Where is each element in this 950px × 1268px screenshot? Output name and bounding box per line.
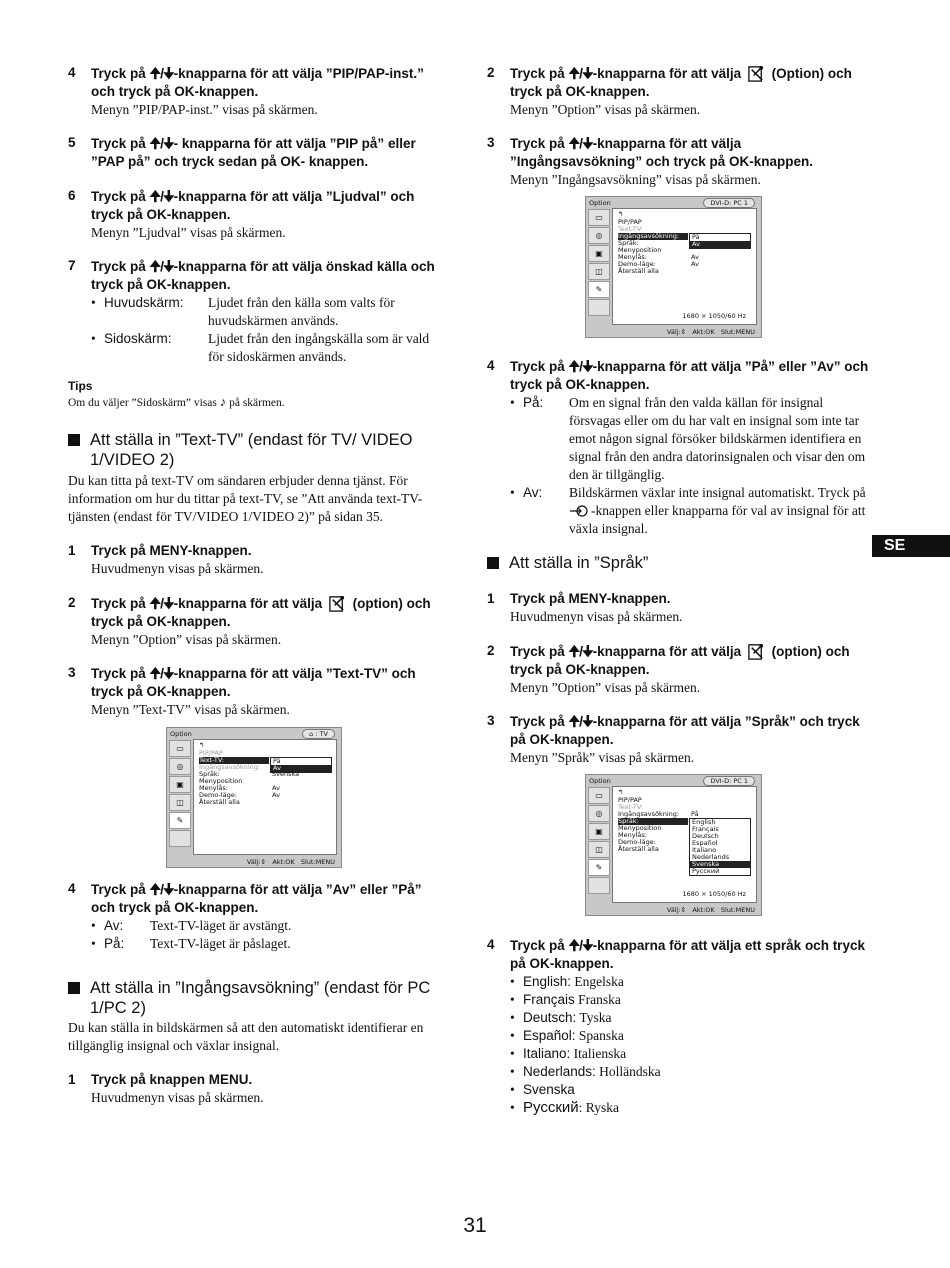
step-7-source: [68, 257, 448, 366]
language-item: • Français Franska: [510, 992, 621, 1007]
menu-item: Menyposition: [199, 777, 243, 785]
ingang-step-2: [487, 64, 872, 119]
option-tools-icon: ✎: [588, 859, 610, 876]
arrow-up-down-icon: 🠉/🠋: [149, 65, 174, 81]
menu-item: Demo-läge:: [618, 838, 656, 846]
language-item: • Deutsch: Tyska: [510, 1010, 612, 1025]
arrow-up-down-icon: 🠉/🠋: [568, 65, 593, 81]
step-result: Menyn ”Ingångsavsökning” visas på skärmen.: [510, 172, 761, 187]
menu-source: DVI-D: PC 1: [703, 776, 755, 786]
texttv-step-3: [68, 664, 448, 719]
language-tab-se: SE: [872, 535, 950, 557]
section-heading-sprak: Att ställa in ”Språk”: [487, 553, 872, 573]
tips-heading: Tips: [68, 379, 93, 393]
menu-item: Menyposition: [618, 824, 662, 832]
music-note-icon: ♪: [219, 394, 227, 409]
texttv-step-4: [68, 880, 448, 953]
tips-text: Om du väljer ”Sidoskärm” visas ♪ på skärmen.: [68, 394, 285, 409]
input-arrow-icon: [569, 505, 591, 517]
menu-source: DVI-D: PC 1: [703, 198, 755, 208]
menu-screenshot-sprak: [585, 774, 762, 916]
section-heading-ingang: Att ställa in ”Ingångsavsökning” (endast för PC 1/PC 2): [68, 978, 448, 1018]
menu-resolution: 1680 × 1050/60 Hz: [682, 890, 746, 898]
bullet-item: • På: Text-TV-läget är påslaget.: [91, 936, 291, 951]
option-tools-icon: [747, 64, 766, 83]
bullet-item: • På: Om en signal från den valda källan för insignal försvagas eller om du har valt en insignal som inte tar emot någon signal försöker bildskärmen identifiera en signal från den andra datorinsignalen och visar den om den är tillgänglig.: [510, 395, 866, 482]
menu-panel: [612, 208, 757, 325]
step-result: Huvudmenyn visas på skärmen.: [91, 561, 264, 576]
step-5-pip: [68, 134, 448, 171]
menu-resolution: 1680 × 1050/60 Hz: [682, 312, 746, 320]
step-number: 2: [487, 65, 495, 80]
menu-item: Menylås:: [618, 253, 647, 261]
step-number: 3: [487, 713, 495, 728]
language-item: • Nederlands: Holländska: [510, 1064, 661, 1079]
step-number: 1: [68, 1072, 76, 1087]
section-intro: Du kan titta på text-TV om sändaren erbjuder denna tjänst. För information om hur du tittar på text-TV, se ”Att använda text-TV-tjänsten (endast för TV/VIDEO 1/VIDEO 2)” på sidan 35.: [68, 473, 423, 524]
step-result: Menyn ”Språk” visas på skärmen.: [510, 750, 695, 765]
menu-value: Svenska: [272, 770, 300, 778]
back-icon: ↰: [618, 210, 624, 218]
menu-popup: English Français Deutsch Español Italiano Nederlands Svenska Русский: [689, 818, 751, 876]
step-number: 4: [487, 937, 495, 952]
language-item: • Español: Spanska: [510, 1028, 624, 1043]
sprak-step-4: [487, 936, 872, 1117]
section-square-icon: [68, 982, 80, 994]
texttv-step-2: [68, 594, 448, 649]
language-item: • English: Engelska: [510, 974, 624, 989]
ingang-step-3: [487, 134, 872, 189]
menu-item: Språk:: [618, 818, 688, 825]
step-number: 7: [68, 258, 76, 273]
blank-icon: [588, 877, 610, 894]
menu-screenshot-texttv: [166, 727, 342, 868]
menu-screenshot-ingang: [585, 196, 762, 338]
step-result: Menyn ”Option” visas på skärmen.: [510, 102, 701, 117]
arrow-up-down-icon: 🠉/🠋: [568, 937, 593, 953]
option-tools-icon: ✎: [588, 281, 610, 298]
menu-item: PIP/PAP: [618, 218, 642, 226]
step-number: 3: [68, 665, 76, 680]
picture-icon: ▭: [169, 740, 191, 757]
step-number: 4: [68, 65, 76, 80]
bullet-item: • Huvudskärm: Ljudet från den källa som valts för huvudskärmen används.: [91, 295, 395, 328]
menu-item: PIP/PAP: [199, 749, 223, 757]
menu-item: Text-TV:: [618, 803, 643, 811]
step-number: 1: [68, 543, 76, 558]
language-item: • Italiano: Italienska: [510, 1046, 627, 1061]
language-item: • Svenska: [510, 1082, 575, 1097]
menu-value: Av: [691, 253, 699, 261]
arrow-up-down-icon: 🠉/🠋: [568, 358, 593, 374]
sprak-step-1: [487, 590, 872, 626]
step-title: Tryck på 🠉/🠋-knapparna för att välja önskad källa och tryck på OK-knappen.: [91, 258, 435, 292]
step-title: Tryck på 🠉/🠋-knapparna för att välja (option) och tryck på OK-knappen.: [91, 595, 431, 629]
menu-sidebar: [588, 787, 610, 895]
menu-item: Menylås:: [199, 784, 228, 792]
step-title: Tryck på 🠉/🠋-knapparna för att välja ”Ingångsavsökning” och tryck på OK-knappen.: [510, 135, 814, 169]
step-title: Tryck på 🠉/🠋-knapparna för att välja ”Text-TV” och tryck på OK-knappen.: [91, 665, 416, 699]
arrow-up-down-icon: 🠉/🠋: [568, 135, 593, 151]
step-number: 4: [487, 358, 495, 373]
arrow-up-down-icon: 🠉/🠋: [149, 665, 174, 681]
option-tools-icon: [747, 642, 766, 661]
bullet-item: • Av: Text-TV-läget är avstängt.: [91, 918, 292, 933]
pip-icon: ◫: [588, 841, 610, 858]
menu-footer: Välj:⇕ Akt:OK Slut:MENU: [666, 906, 755, 914]
step-number: 2: [68, 595, 76, 610]
option-tools-icon: ✎: [169, 812, 191, 829]
option-tools-icon: [328, 594, 347, 613]
menu-panel: [193, 739, 337, 855]
step-number: 4: [68, 881, 76, 896]
step-result: Menyn ”Option” visas på skärmen.: [510, 680, 701, 695]
step-title: Tryck på 🠉/🠋-knapparna för att välja ”Av” eller ”På” och tryck på OK-knappen.: [91, 881, 422, 915]
menu-value: Av: [691, 260, 699, 268]
step-title: Tryck på 🠉/🠋-knapparna för att välja (option) och tryck på OK-knappen.: [510, 643, 850, 677]
section-intro: Du kan ställa in bildskärmen så att den automatiskt identifierar en tillgänglig insignal och växlar insignal.: [68, 1020, 424, 1053]
menu-item: Återställ alla: [199, 798, 240, 806]
sound-icon: ◎: [588, 805, 610, 822]
step-result: Huvudmenyn visas på skärmen.: [510, 609, 683, 624]
step-result: Huvudmenyn visas på skärmen.: [91, 1090, 264, 1105]
step-number: 3: [487, 135, 495, 150]
menu-item: Återställ alla: [618, 845, 659, 853]
step-result: Menyn ”Option” visas på skärmen.: [91, 632, 282, 647]
arrow-up-down-icon: 🠉/🠋: [149, 258, 174, 274]
menu-popup: På Av: [689, 233, 751, 249]
menu-item: Språk:: [199, 770, 220, 778]
menu-item: Menyposition: [618, 246, 662, 254]
step-title: Tryck på MENY-knappen.: [510, 591, 671, 606]
step-title: Tryck på 🠉/🠋-knapparna för att välja (Option) och tryck på OK-knappen.: [510, 65, 852, 99]
step-title: Tryck på 🠉/🠋-knapparna för att välja ”På” eller ”Av” och tryck på OK-knappen.: [510, 358, 869, 392]
screen-icon: ▣: [588, 823, 610, 840]
bullet-item: • Sidoskärm: Ljudet från den ingångskälla som är vald för sidoskärmen används.: [91, 331, 430, 364]
sprak-step-3: [487, 712, 872, 767]
back-icon: ↰: [199, 741, 205, 749]
sound-icon: ◎: [169, 758, 191, 775]
arrow-up-down-icon: 🠉/🠋: [568, 643, 593, 659]
ingang-step-1: [68, 1071, 448, 1107]
screen-icon: ▣: [169, 776, 191, 793]
menu-title: Option: [589, 777, 611, 785]
section-heading-texttv: Att ställa in ”Text-TV” (endast för TV/ VIDEO 1/VIDEO 2): [68, 430, 448, 470]
step-title: Tryck på 🠉/🠋- knapparna för att välja ”PIP på” eller ”PAP på” och tryck sedan på OK- knappen.: [91, 135, 416, 169]
section-square-icon: [68, 434, 80, 446]
blank-icon: [169, 830, 191, 847]
blank-icon: [588, 299, 610, 316]
step-title: Tryck på MENY-knappen.: [91, 543, 252, 558]
step-title: Tryck på 🠉/🠋-knapparna för att välja ”PIP/PAP-inst.” och tryck på OK-knappen.: [91, 65, 424, 99]
menu-item: Ingångsavsökning:: [618, 233, 688, 240]
menu-item: PIP/PAP: [618, 796, 642, 804]
arrow-up-down-icon: 🠉/🠋: [149, 881, 174, 897]
step-number: 6: [68, 188, 76, 203]
menu-item: Språk:: [618, 239, 639, 247]
menu-item: Ingångsavsökning:: [618, 810, 680, 818]
texttv-step-1: [68, 542, 448, 578]
pip-icon: ◫: [588, 263, 610, 280]
arrow-up-down-icon: 🠉/🠋: [149, 188, 174, 204]
menu-item: Menylås:: [618, 831, 647, 839]
menu-title: Option: [170, 730, 192, 738]
menu-footer: Välj:⇕ Akt:OK Slut:MENU: [666, 328, 755, 336]
menu-item: Demo-läge:: [199, 791, 237, 799]
step-result: Menyn ”Ljudval” visas på skärmen.: [91, 225, 286, 240]
menu-value: På: [691, 810, 699, 818]
menu-footer: Välj:⇕ Akt:OK Slut:MENU: [246, 858, 335, 866]
menu-popup: På Av: [270, 757, 332, 773]
menu-sidebar: [588, 209, 610, 317]
back-icon: ↰: [618, 788, 624, 796]
menu-item: Text-TV:: [618, 225, 643, 233]
menu-value: Av: [272, 784, 280, 792]
menu-item: Demo-läge:: [618, 260, 656, 268]
bullet-item: • Av: Bildskärmen växlar inte insignal automatiskt. Tryck på -knappen eller knapparna för val av insignal för att växla insignal.: [510, 485, 866, 536]
menu-sidebar: [169, 740, 191, 848]
picture-icon: ▭: [588, 209, 610, 226]
step-number: 1: [487, 591, 495, 606]
arrow-up-down-icon: 🠉/🠋: [149, 595, 174, 611]
screen-icon: ▣: [588, 245, 610, 262]
step-result: Menyn ”Text-TV” visas på skärmen.: [91, 702, 290, 717]
step-title: Tryck på 🠉/🠋-knapparna för att välja ”Ljudval” och tryck på OK-knappen.: [91, 188, 415, 222]
menu-panel: [612, 786, 757, 903]
arrow-up-down-icon: 🠉/🠋: [568, 713, 593, 729]
step-number: 5: [68, 135, 76, 150]
step-title: Tryck på 🠉/🠋-knapparna för att välja ett språk och tryck på OK-knappen.: [510, 937, 865, 971]
pip-icon: ◫: [169, 794, 191, 811]
sound-icon: ◎: [588, 227, 610, 244]
menu-item: Text-TV:: [199, 757, 269, 764]
language-item: • Русский: Ryska: [510, 1099, 620, 1116]
menu-value: Av: [272, 791, 280, 799]
section-square-icon: [487, 557, 499, 569]
step-4-pip: [68, 64, 448, 119]
step-title: Tryck på 🠉/🠋-knapparna för att välja ”Språk” och tryck på OK-knappen.: [510, 713, 860, 747]
ingang-step-4: [487, 357, 872, 538]
step-result: Menyn ”PIP/PAP-inst.” visas på skärmen.: [91, 102, 318, 117]
step-number: 2: [487, 643, 495, 658]
tips-box: [68, 379, 448, 411]
step-6-ljudval: [68, 187, 448, 242]
menu-title: Option: [589, 199, 611, 207]
menu-source: ⌂ : TV: [302, 729, 335, 739]
menu-item: Återställ alla: [618, 267, 659, 275]
picture-icon: ▭: [588, 787, 610, 804]
menu-item: Ingångsavsökning:: [199, 763, 261, 771]
step-title: Tryck på knappen MENU.: [91, 1072, 253, 1087]
sprak-step-2: [487, 642, 872, 697]
page-number: 31: [463, 1214, 487, 1237]
arrow-up-down-icon: 🠉/🠋: [149, 135, 174, 151]
